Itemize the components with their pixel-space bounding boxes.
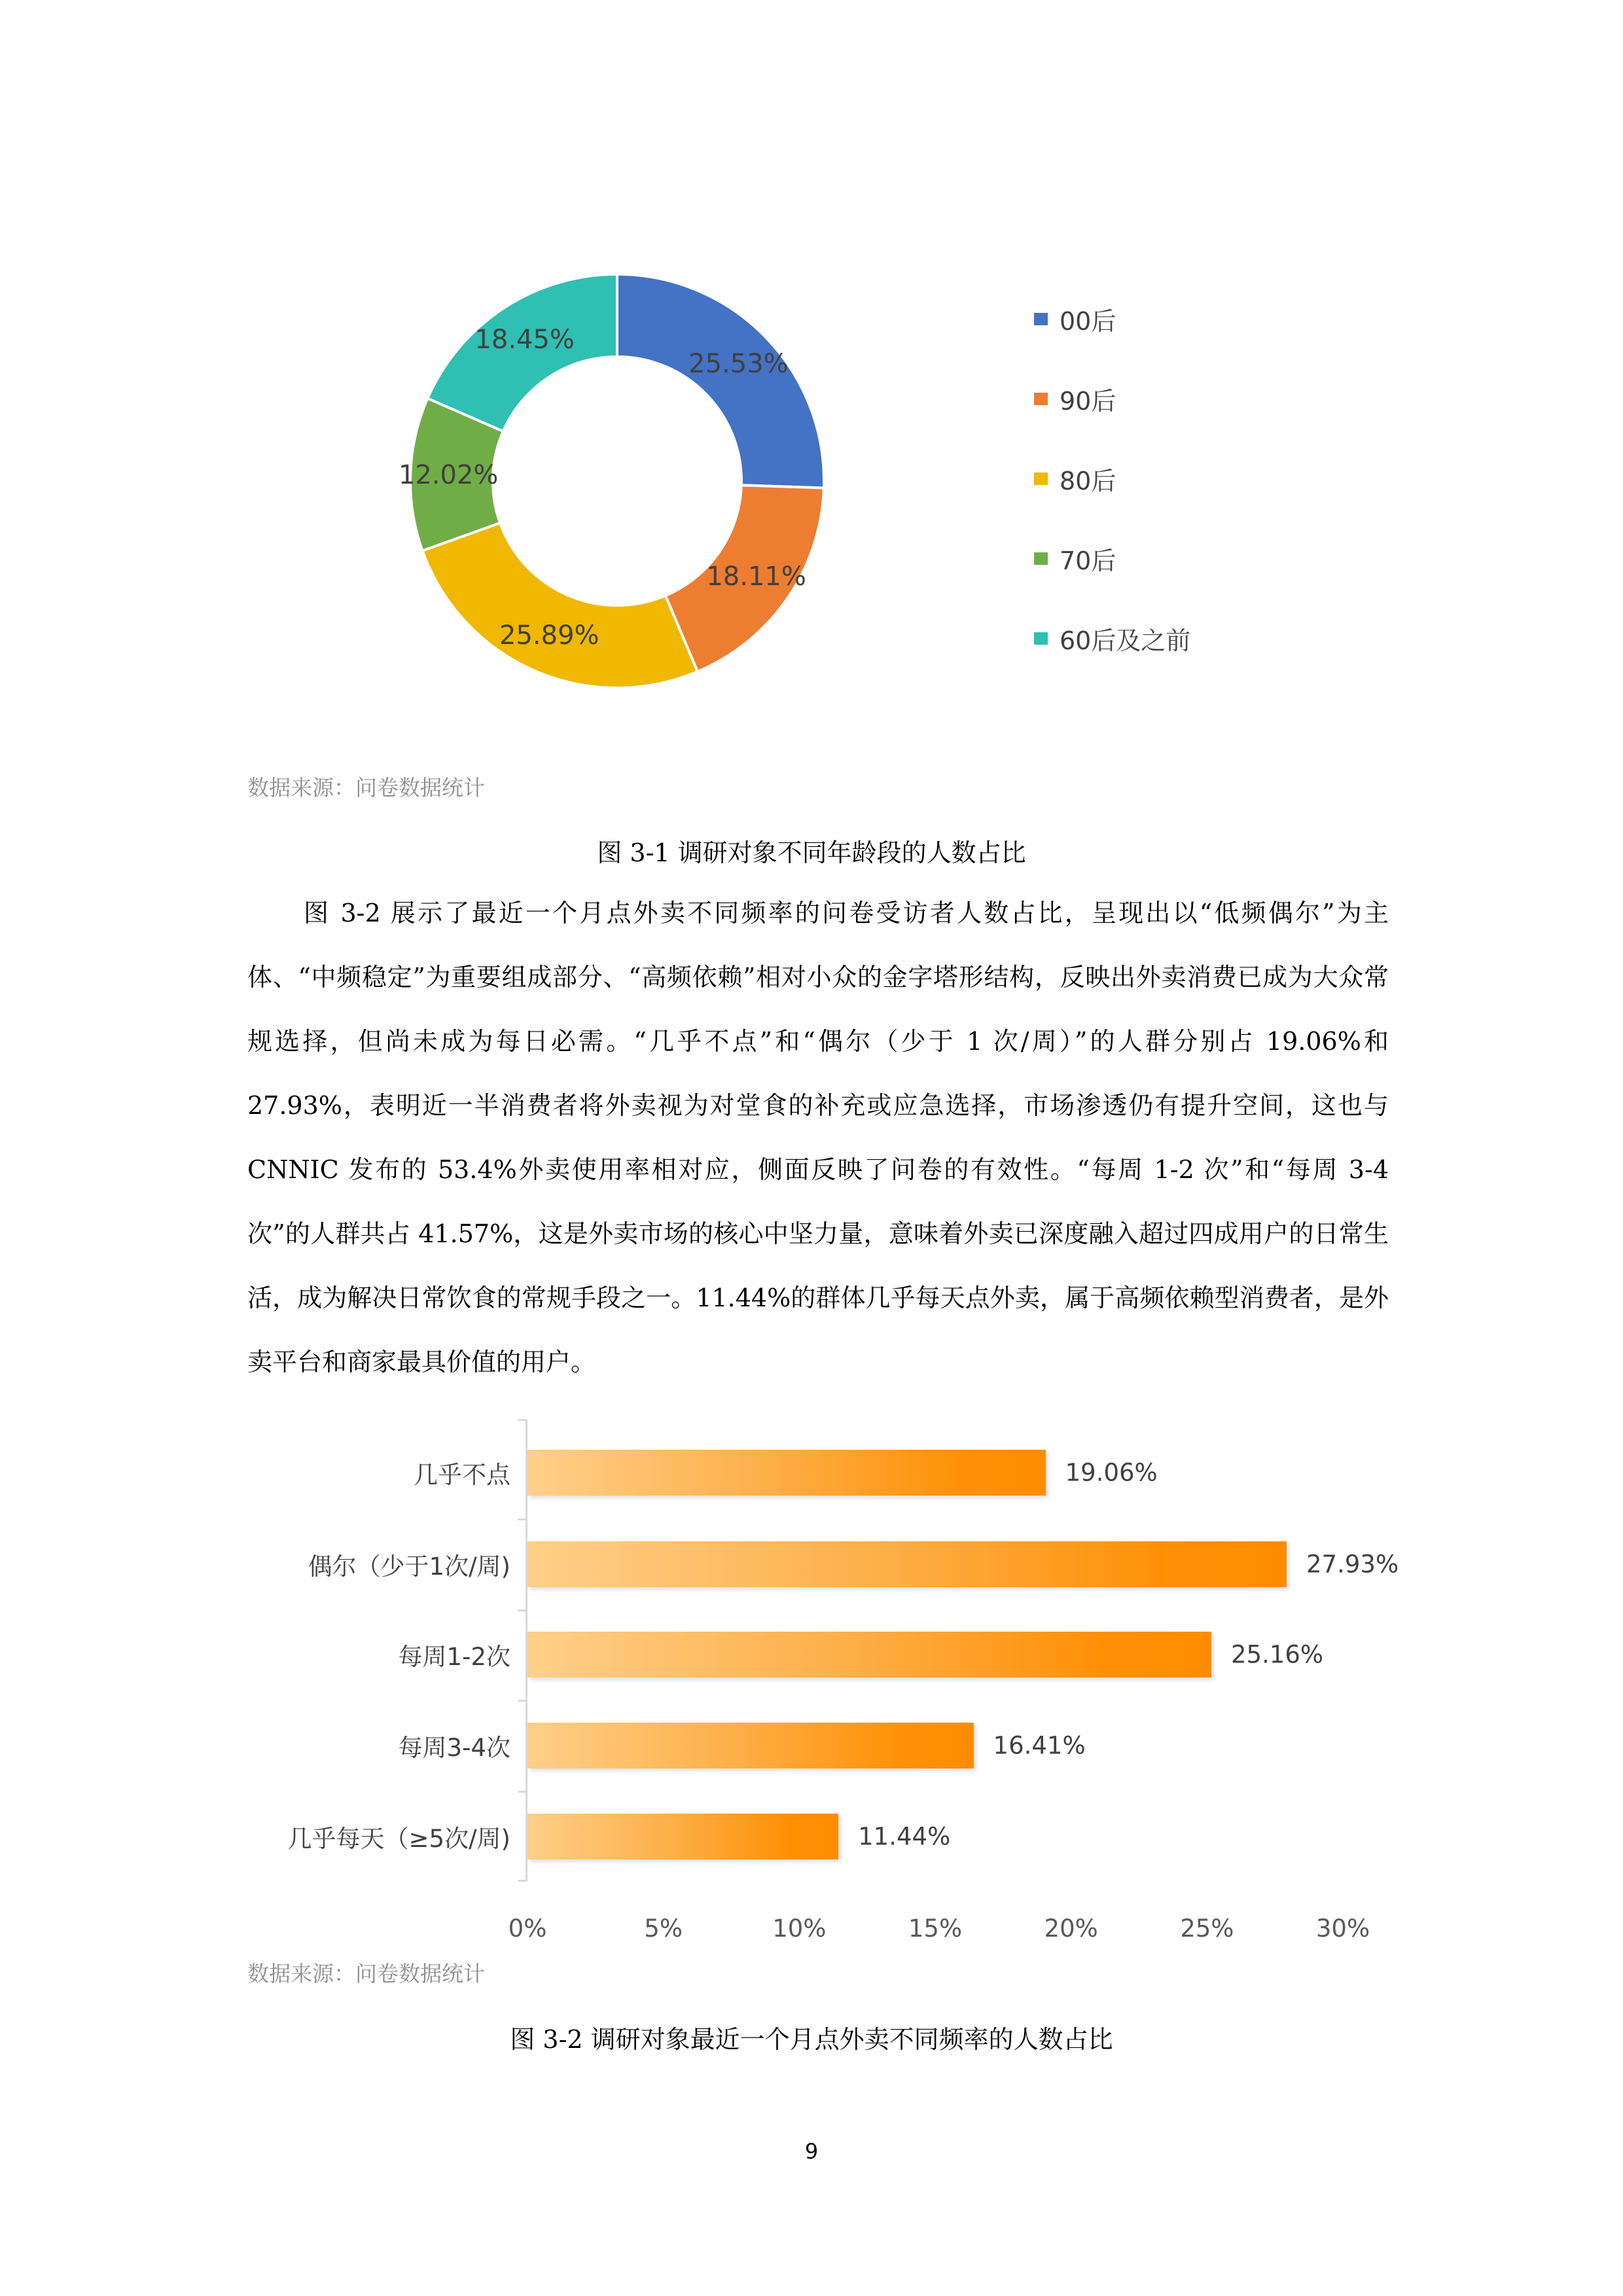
bar-value-label: 19.06%: [1065, 1458, 1158, 1487]
legend-swatch-icon: [1034, 393, 1048, 405]
legend-label: 60后及之前: [1060, 626, 1191, 655]
x-tick-label: 30%: [1315, 1914, 1370, 1943]
paragraph-text: 图 3-2 展示了最近一个月点外卖不同频率的问卷受访者人数占比，呈现出以“低频偶尔”为主体、“中频稳定”为重要组成部分、“高频依赖”相对小众的金字塔形结构，反映出外卖消费已成为大众常规选择，但尚未成为每日必需。“几乎不点”和“偶尔（少于 1 次/周）”的人群分别占 19.06%和 27.93%，表明近一半消费者将外卖视为对堂食的补充或应急选择，市场渗透仍有提升空间，这也与 CNNIC 发布的 53.4%外卖使用率相对应，侧面反映了问卷的有效性。“每周 1-2 次”和“每周 3-4 次”的人群共占 41.57%，这是外卖市场的核心中坚力量，意味着外卖已深度融入超过四成用户的日常生活，成为解决日常饮食的常规手段之一。11.44%的群体几乎每天点外卖，属于高频依赖型消费者，是外卖平台和商家最具价值的用户。: [247, 899, 1389, 1376]
bar-value-label: 16.41%: [993, 1731, 1086, 1760]
bar: [527, 1632, 1211, 1677]
x-tick-label: 0%: [508, 1914, 547, 1943]
legend-item: [1034, 301, 1116, 337]
donut-data-label: 25.53%: [688, 348, 789, 379]
axis-tick: [518, 1609, 527, 1611]
figure2-source: 数据来源：问卷数据统计: [247, 1961, 485, 1986]
x-tick-label: 25%: [1180, 1914, 1234, 1943]
page-number: 9: [804, 2139, 819, 2164]
donut-data-label: 18.45%: [474, 325, 575, 355]
legend-swatch-icon: [1034, 552, 1048, 565]
legend-swatch-icon: [1034, 313, 1048, 325]
bar-value-label: 25.16%: [1230, 1640, 1324, 1669]
figure1-caption: 图 3-1 调研对象不同年龄段的人数占比: [597, 838, 1026, 867]
legend-swatch-icon: [1034, 473, 1048, 485]
bar: [527, 1814, 838, 1859]
x-tick-label: 20%: [1044, 1914, 1098, 1943]
donut-data-label: 18.11%: [706, 562, 806, 592]
axis-tick: [518, 1880, 527, 1882]
axis-tick: [518, 1791, 527, 1793]
donut-data-label: 12.02%: [398, 460, 499, 491]
figure2-caption: 图 3-2 调研对象最近一个月点外卖不同频率的人数占比: [510, 2025, 1113, 2054]
legend-item: [1034, 461, 1116, 497]
bar: [527, 1450, 1046, 1496]
bar-value-label: 27.93%: [1306, 1550, 1399, 1579]
donut-labels: [393, 259, 844, 710]
bar-category-label: 几乎每天（≥5次/周): [287, 1825, 510, 1853]
legend-label: 00后: [1060, 307, 1116, 336]
bar: [527, 1541, 1287, 1587]
x-tick-label: 5%: [644, 1914, 683, 1943]
donut-data-label: 25.89%: [499, 620, 599, 651]
figure1-source: 数据来源：问卷数据统计: [247, 775, 485, 800]
bar-category-label: 偶尔（少于1次/周): [308, 1552, 510, 1581]
bar-category-label: 几乎不点: [414, 1461, 510, 1489]
axis-tick: [518, 1518, 527, 1520]
legend-item: [1034, 541, 1116, 577]
bar-category-label: 每周3-4次: [398, 1734, 510, 1762]
legend-item: [1034, 381, 1116, 417]
axis-tick: [518, 1419, 527, 1421]
x-tick-label: 15%: [908, 1914, 963, 1943]
legend-label: 80后: [1060, 467, 1116, 495]
bar-category-label: 每周1-2次: [398, 1643, 510, 1671]
legend-label: 70后: [1060, 547, 1116, 575]
bar: [527, 1723, 974, 1768]
body-paragraph: [247, 881, 1389, 1394]
legend-item: [1034, 620, 1190, 656]
bar-value-label: 11.44%: [858, 1822, 951, 1851]
bar-axis-line: [526, 1419, 527, 1880]
x-tick-label: 10%: [772, 1914, 827, 1943]
axis-tick: [518, 1700, 527, 1702]
legend-label: 90后: [1060, 387, 1116, 416]
legend-swatch-icon: [1034, 632, 1048, 645]
